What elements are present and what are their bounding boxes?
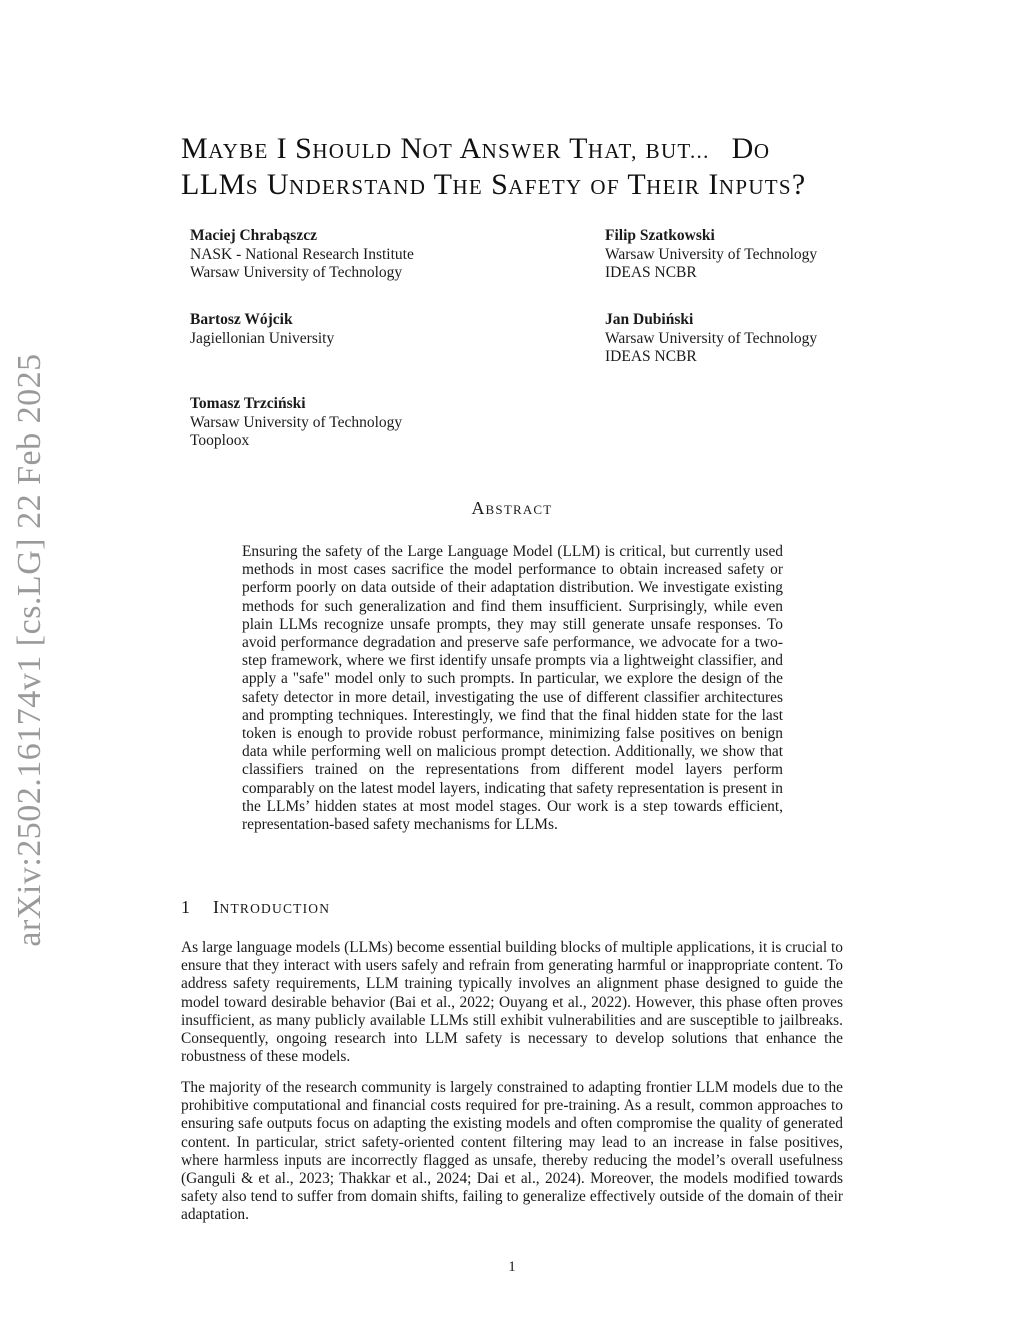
- author-name: Jan Dubiński: [605, 311, 694, 328]
- author-block: [605, 227, 817, 283]
- author-affiliation: Jagiellonian University: [190, 329, 335, 347]
- author-affiliation: Warsaw University of Technology: [190, 413, 403, 431]
- paper-title: [181, 132, 844, 204]
- author-block: [190, 311, 334, 348]
- intro-paragraph-2: The majority of the research community is largely constrained to adapting frontier LLM models due to the prohibitive computational and financial costs required for pre-training. As a result, common approaches to ensuring safe outputs focus on adapting the existing models and often compromise the quality of generated content. In particular, strict safety-oriented content filtering may lead to an increase in false positives, where harmless inputs are incorrectly flagged as unsafe, thereby reducing the model’s overall usefulness (Ganguli & et al., 2023; Thakkar et al., 2024; Dai et al., 2024). Moreover, the models modified towards safety also tend to suffer from domain shifts, failing to generalize effectively outside of the domain of their adaptation.: [181, 1079, 843, 1224]
- author-name: Tomasz Trzciński: [190, 395, 306, 412]
- author-affiliation: IDEAS NCBR: [605, 348, 697, 365]
- page-number: 1: [508, 1259, 516, 1275]
- abstract-heading: ABSTRACT: [471, 498, 553, 518]
- author-block: [190, 395, 402, 451]
- title-line-2: LLMS UNDERSTAND THE SAFETY OF THEIR INPUTS?: [181, 168, 806, 201]
- author-name: Filip Szatkowski: [605, 227, 715, 244]
- author-block: [605, 311, 817, 367]
- intro-paragraph-1: As large language models (LLMs) become essential building blocks of multiple applications, it is crucial to ensure that they interact with users safely and refrain from generating harmful or inappropriate content. To address safety requirements, LLM training typically involves an alignment phase designed to guide the model toward desirable behavior (Bai et al., 2022; Ouyang et al., 2022). However, this phase often proves insufficient, as many publicly available LLMs still exhibit vulnerabilities and are susceptible to jailbreaks. Consequently, ongoing research into LLM safety is necessary to develop solutions that enhance the robustness of these models.: [181, 939, 843, 1066]
- arxiv-stamp: arXiv:2502.16174v1 [cs.LG] 22 Feb 2025: [11, 353, 48, 947]
- author-name: Maciej Chrabąszcz: [190, 227, 317, 244]
- author-affiliation: Warsaw University of Technology: [605, 245, 818, 263]
- author-affiliation: IDEAS NCBR: [605, 264, 697, 281]
- author-affiliation: Warsaw University of Technology: [190, 264, 403, 281]
- title-line-1: MAYBE I SHOULD NOT ANSWER THAT, BUT... DO: [181, 132, 771, 165]
- author-affiliation: Tooploox: [190, 432, 250, 449]
- author-block: [190, 227, 414, 283]
- author-affiliation: Warsaw University of Technology: [605, 329, 818, 347]
- section-number: 1: [181, 897, 191, 917]
- abstract-text: Ensuring the safety of the Large Language Model (LLM) is critical, but currently used methods in most cases sacrifice the model performance to obtain increased safety or perform poorly on data outside of their adaptation distribution. We investigate existing methods for such generalization and find them insufficient. Surprisingly, while even plain LLMs recognize unsafe prompts, they may still generate unsafe responses. To avoid performance degradation and preserve safe performance, we advocate for a two-step framework, where we first identify unsafe prompts via a lightweight classifier, and apply a "safe" model only to such prompts. In particular, we explore the design of the safety detector in more detail, investigating the use of different classifier architectures and prompting techniques. Interestingly, we find that the final hidden state for the last token is enough to provide robust performance, minimizing false positives on benign data while performing well on malicious prompt detection. Additionally, we show that classifiers trained on the representations from different model layers perform comparably on the latest model layers, indicating that safety representation is present in the LLMs’ hidden states at most model stages. Our work is a step towards efficient, representation-based safety mechanisms for LLMs.: [242, 543, 783, 834]
- section-heading: 1 INTRODUCTION: [181, 897, 331, 917]
- author-affiliation: NASK - National Research Institute: [190, 245, 414, 263]
- author-name: Bartosz Wójcik: [190, 311, 293, 328]
